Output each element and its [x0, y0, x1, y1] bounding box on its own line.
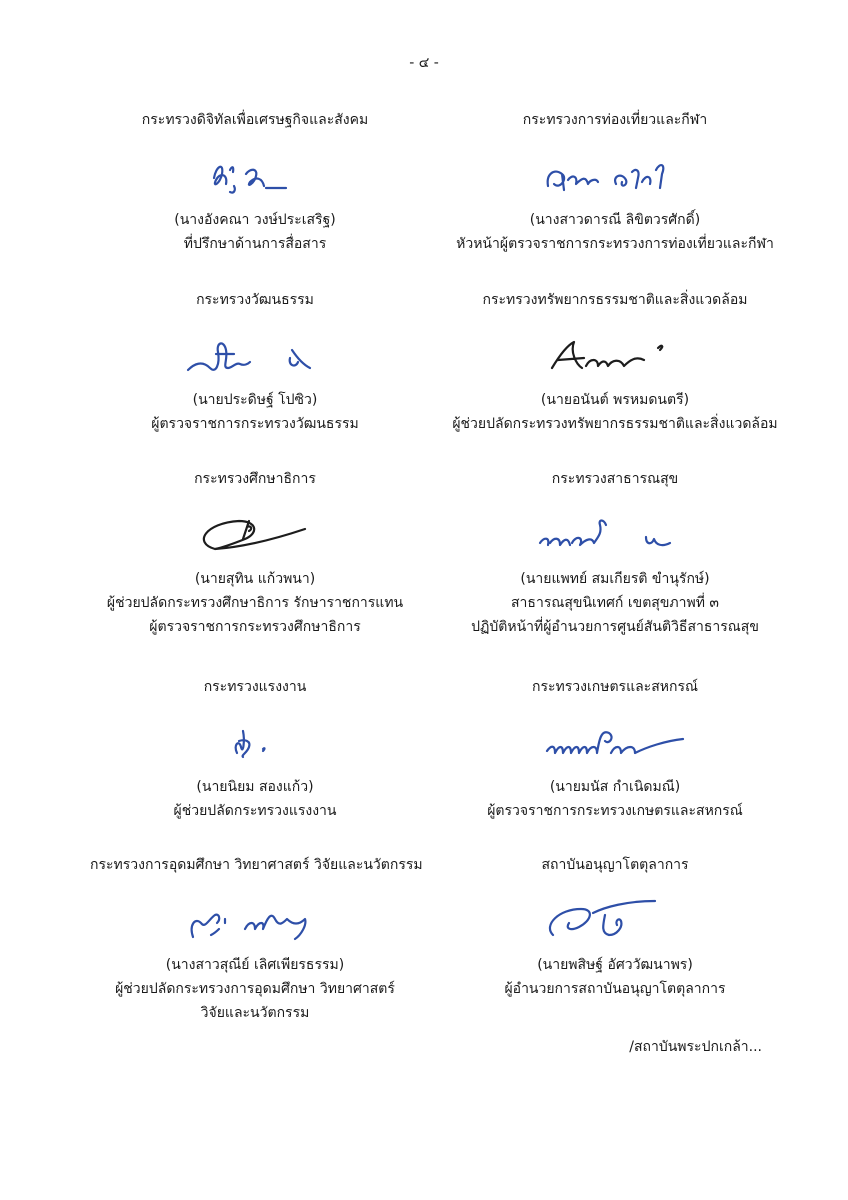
signatory-position: ผู้ช่วยปลัดกระทรวงศึกษาธิการ รักษาราชการแทน	[106, 595, 404, 611]
signature-block-tourism	[440, 108, 790, 256]
page-number: - ๔ -	[409, 55, 439, 71]
handwritten-signature	[440, 144, 790, 204]
signatory-name: (นายพสิษฐ์ อัศววัฒนาพร)	[537, 957, 693, 973]
signature-block-arbitration-institute	[440, 853, 790, 1001]
handwritten-signature	[440, 503, 790, 563]
signatory-position: ที่ปรึกษาด้านการสื่อสาร	[183, 236, 327, 252]
handwritten-signature	[90, 324, 420, 384]
signatory-name: (นายแพทย์ สมเกียรติ ขำนุรักษ์)	[520, 571, 710, 587]
signature-block-public-health	[440, 467, 790, 639]
signatory-position: ผู้ช่วยปลัดกระทรวงการอุดมศึกษา วิทยาศาสตร์	[115, 981, 395, 997]
handwritten-signature	[440, 324, 790, 384]
signature-block-higher-education	[90, 853, 423, 1025]
ministry-name: กระทรวงวัฒนธรรม	[196, 292, 314, 308]
signature-block-education	[90, 467, 420, 639]
handwritten-signature	[90, 711, 420, 771]
signatory-position: ผู้อำนวยการสถาบันอนุญาโตตุลาการ	[504, 981, 726, 997]
signatory-name: (นางสาวสุณีย์ เลิศเพียรธรรม)	[165, 957, 345, 973]
signature-block-natural-resources	[440, 288, 790, 436]
handwritten-signature	[440, 711, 790, 771]
ministry-name: กระทรวงสาธารณสุข	[551, 471, 679, 487]
ministry-name: กระทรวงแรงงาน	[203, 679, 307, 695]
handwritten-signature	[90, 144, 420, 204]
ministry-name: กระทรวงศึกษาธิการ	[194, 471, 316, 487]
signatory-position: หัวหน้าผู้ตรวจราชการกระทรวงการท่องเที่ยวและกีฬา	[456, 236, 774, 252]
signatory-name: (นายประดิษฐ์ โปซิว)	[192, 392, 318, 408]
signature-block-labour	[90, 675, 420, 823]
signatory-position: ผู้ตรวจราชการกระทรวงวัฒนธรรม	[151, 416, 359, 432]
signatory-name: (นายสุทิน แก้วพนา)	[194, 571, 316, 587]
signatory-name: (นายอนันต์ พรหมดนตรี)	[540, 392, 690, 408]
signatory-position: ผู้ช่วยปลัดกระทรวงทรัพยากรธรรมชาติและสิ่งแวดล้อม	[452, 416, 778, 432]
signatory-name: (นางอังคณา วงษ์ประเสริฐ)	[174, 212, 336, 228]
signatory-position: สาธารณสุขนิเทศก์ เขตสุขภาพที่ ๓	[511, 595, 719, 611]
ministry-name: กระทรวงการท่องเที่ยวและกีฬา	[522, 112, 708, 128]
signature-block-agriculture	[440, 675, 790, 823]
signatory-position: ผู้ตรวจราชการกระทรวงศึกษาธิการ	[149, 619, 361, 635]
signatory-position: ผู้ช่วยปลัดกระทรวงแรงงาน	[173, 803, 337, 819]
signatory-name: (นายนิยม สองแก้ว)	[196, 779, 314, 795]
signatory-name: (นางสาวดารณี ลิขิตวรศักดิ์)	[529, 212, 701, 228]
ministry-name: กระทรวงดิจิทัลเพื่อเศรษฐกิจและสังคม	[141, 112, 369, 128]
signatory-position: ปฏิบัติหน้าที่ผู้อำนวยการศูนย์สันติวิธีสาธารณสุข	[471, 619, 759, 635]
ministry-name: กระทรวงการอุดมศึกษา วิทยาศาสตร์ วิจัยและนวัตกรรม	[90, 857, 423, 873]
signatory-position: ผู้ตรวจราชการกระทรวงเกษตรและสหกรณ์	[487, 803, 743, 819]
handwritten-signature	[90, 503, 420, 563]
ministry-name: สถาบันอนุญาโตตุลาการ	[541, 857, 689, 873]
continuation-note: /สถาบันพระปกเกล้า...	[629, 1039, 762, 1055]
ministry-name: กระทรวงทรัพยากรธรรมชาติและสิ่งแวดล้อม	[482, 292, 748, 308]
signatory-position: วิจัยและนวัตกรรม	[200, 1005, 310, 1021]
ministry-name: กระทรวงเกษตรและสหกรณ์	[532, 679, 698, 695]
handwritten-signature	[90, 889, 420, 949]
signature-block-culture	[90, 288, 420, 436]
signature-block-digital-economy	[90, 108, 420, 256]
handwritten-signature	[440, 889, 790, 949]
signatory-name: (นายมนัส กำเนิดมณี)	[549, 779, 681, 795]
